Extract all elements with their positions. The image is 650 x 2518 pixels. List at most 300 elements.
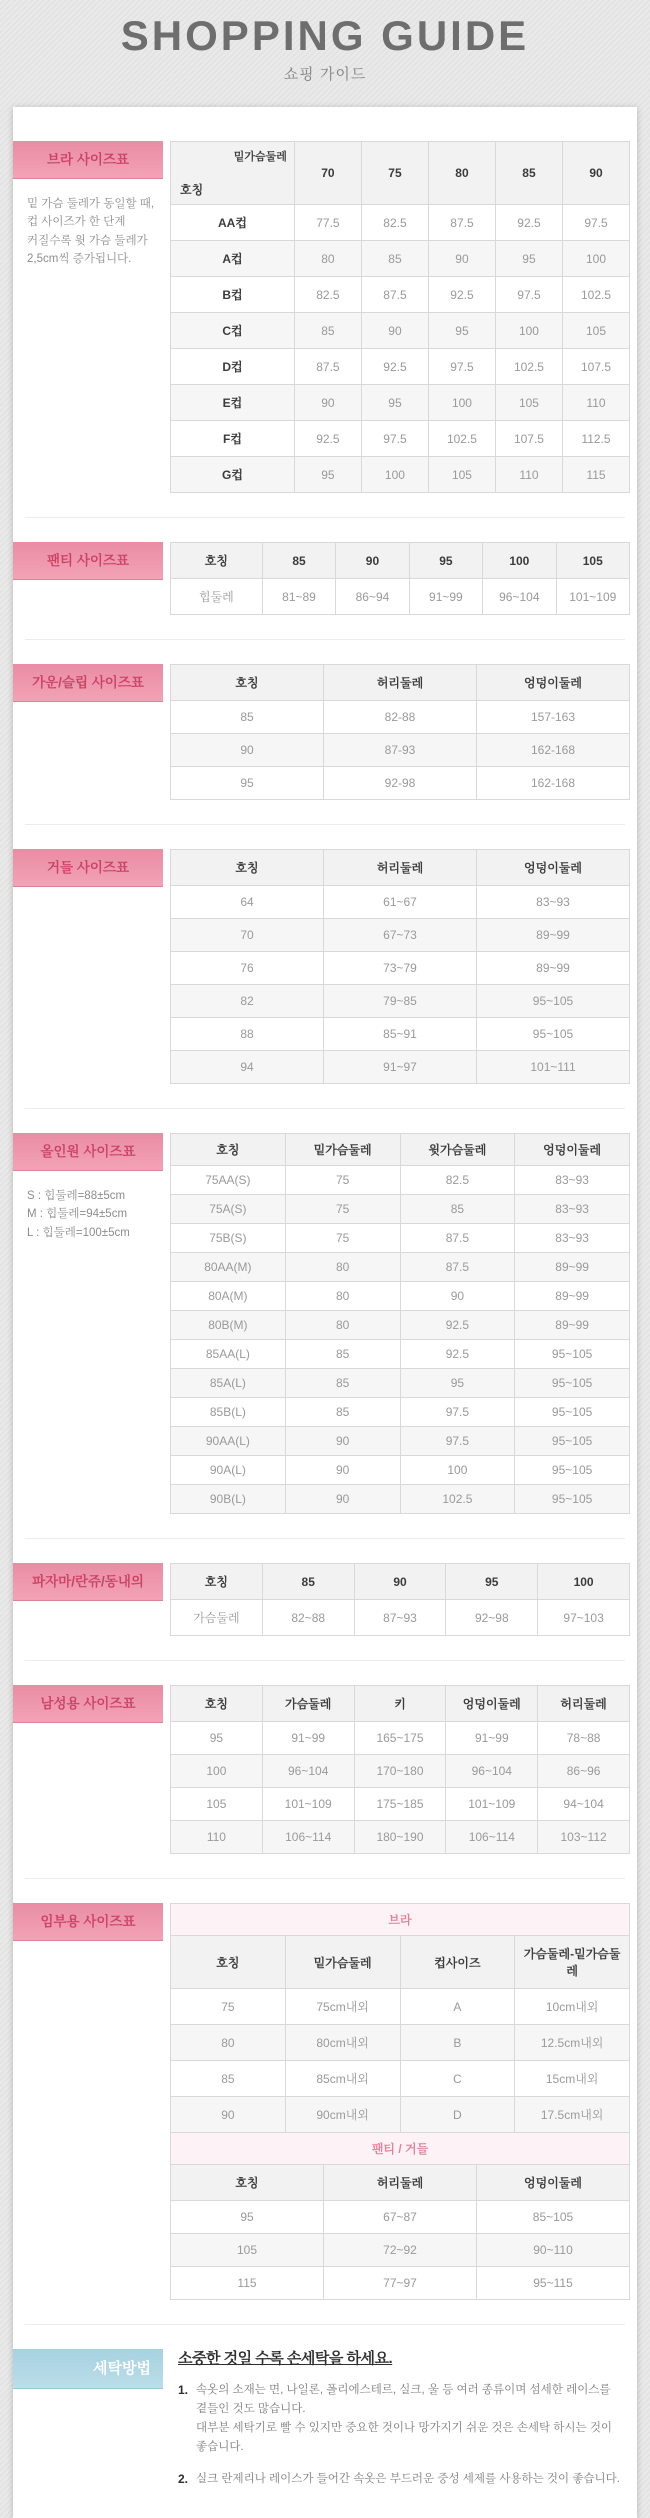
table-cell: 83~93 [515, 1195, 630, 1224]
table-header-cell: 100 [538, 1564, 630, 1600]
table-row [171, 349, 630, 385]
table-cell: 80 [285, 1282, 400, 1311]
table-cell: 110 [562, 385, 629, 421]
table-cell: 75 [285, 1166, 400, 1195]
table-cell: 102.5 [428, 421, 495, 457]
table-cell: 100 [361, 457, 428, 493]
size-table [170, 1935, 630, 2133]
table-row [171, 1369, 630, 1398]
table-row [171, 313, 630, 349]
content-panel [13, 107, 637, 2518]
size-table-wrap [170, 1133, 630, 1514]
table-cell: 102.5 [400, 1485, 515, 1514]
table-header-cell: 호칭 [171, 1564, 263, 1600]
table-cell: 83~93 [477, 886, 630, 919]
diagonal-header-top: 밑가슴둘레 [233, 151, 287, 163]
size-table-wrap [170, 1563, 630, 1636]
size-table-wrap [170, 849, 630, 1084]
section-bra [13, 141, 637, 493]
table-header-cell: 85 [262, 543, 335, 579]
table-cell: 101~109 [262, 1788, 354, 1821]
diagonal-header-bottom: 호칭 [180, 183, 204, 197]
table-cell: 100 [562, 241, 629, 277]
table-cell: 73~79 [324, 952, 477, 985]
table-row [171, 2061, 630, 2097]
table-header-cell: 윗가슴둘레 [400, 1134, 515, 1166]
table-cell: 96~104 [446, 1755, 538, 1788]
table-cell: 162-168 [477, 767, 630, 800]
table-cell: 80AA(M) [171, 1253, 286, 1282]
table-cell: 89~99 [477, 919, 630, 952]
section-divider [25, 1660, 625, 1661]
table-cell: 85 [361, 241, 428, 277]
table-header-cell: 90 [562, 142, 629, 205]
table-cell: 115 [562, 457, 629, 493]
table-row [171, 734, 630, 767]
table-cell: C [400, 2061, 515, 2097]
table-row [171, 2201, 630, 2234]
section-divider [25, 517, 625, 518]
table-cell: 96~104 [262, 1755, 354, 1788]
table-cell: 87.5 [294, 349, 361, 385]
table-row [171, 952, 630, 985]
table-cell: 92.5 [400, 1311, 515, 1340]
table-cell: 90 [285, 1427, 400, 1456]
section-divider [25, 2324, 625, 2325]
table-cell: 180~190 [354, 1821, 446, 1854]
table-cell: 105 [171, 1788, 263, 1821]
table-cell: 89~99 [515, 1253, 630, 1282]
table-header-cell: 키 [354, 1686, 446, 1722]
table-cell: 85 [294, 313, 361, 349]
section-table-area [170, 1563, 630, 1636]
table-header-cell: 허리둘레 [324, 665, 477, 701]
table-cell: 90 [285, 1456, 400, 1485]
table-header-cell: 호칭 [171, 665, 324, 701]
table-header-cell: 허리둘레 [538, 1686, 630, 1722]
section-label: 파자마/란쥬/동내의 [13, 1563, 163, 1601]
table-header-cell: 호칭 [171, 1936, 286, 1989]
table-cell: 95~105 [515, 1427, 630, 1456]
table-cell: 91~99 [262, 1722, 354, 1755]
table-cell: 97.5 [428, 349, 495, 385]
size-table [170, 1563, 630, 1636]
table-cell: 95~115 [477, 2267, 630, 2300]
table-cell: 85B(L) [171, 1398, 286, 1427]
table-cell: 105 [495, 385, 562, 421]
table-header-cell: 105 [556, 543, 629, 579]
subtable-title: 브라 [170, 1903, 630, 1936]
section-maternity [13, 1903, 637, 2300]
table-cell: 97.5 [400, 1398, 515, 1427]
table-cell: 90 [361, 313, 428, 349]
table-cell: 70 [171, 919, 324, 952]
table-row [171, 277, 630, 313]
table-header-cell: 호칭 [171, 1134, 286, 1166]
table-cell: 85~91 [324, 1018, 477, 1051]
table-row [171, 1253, 630, 1282]
size-table-wrap [170, 141, 630, 493]
table-row [171, 457, 630, 493]
table-row [171, 1195, 630, 1224]
table-header-cell: 75 [361, 142, 428, 205]
table-row [171, 886, 630, 919]
table-cell: 90A(L) [171, 1456, 286, 1485]
table-cell: 107.5 [495, 421, 562, 457]
table-header-cell: 호칭 [171, 850, 324, 886]
table-cell: 78~88 [538, 1722, 630, 1755]
section-all-in-one [13, 1133, 637, 1514]
table-row [171, 985, 630, 1018]
table-cell: 92.5 [428, 277, 495, 313]
table-cell: A컵 [171, 241, 295, 277]
table-cell: 87.5 [361, 277, 428, 313]
table-cell: 102.5 [562, 277, 629, 313]
table-cell: 92.5 [495, 205, 562, 241]
washing-item-text: 속옷의 소재는 면, 나일론, 폴리에스테르, 실크, 울 등 여러 종류이며 섬세한 레이스를 곁들인 것도 많습니다. 대부분 세탁기로 빨 수 있지만 중요한 것이나 망가지기 쉬운 것은 손세탁 하시는 것이 좋습니다. [196, 2384, 613, 2453]
table-cell: 97.5 [400, 1427, 515, 1456]
table-cell: AA컵 [171, 205, 295, 241]
table-header-cell: 호칭 [171, 2165, 324, 2201]
table-cell: 110 [495, 457, 562, 493]
table-row [171, 1722, 630, 1755]
section-gown-slip [13, 664, 637, 800]
table-cell: 90AA(L) [171, 1427, 286, 1456]
table-cell: 100 [400, 1456, 515, 1485]
table-cell: 85~105 [477, 2201, 630, 2234]
table-cell: 힙둘레 [171, 579, 263, 615]
table-row [171, 1224, 630, 1253]
sections [13, 141, 637, 2325]
table-row [171, 579, 630, 615]
section-label: 남성용 사이즈표 [13, 1685, 163, 1723]
size-table [170, 2164, 630, 2300]
table-row [171, 919, 630, 952]
table-cell: 87.5 [400, 1253, 515, 1282]
section-table-area [170, 664, 630, 800]
section-label-column [13, 1133, 170, 1242]
page-subtitle: 쇼핑 가이드 [283, 66, 367, 83]
section-label-column [13, 849, 170, 887]
table-header-cell: 엉덩이둘레 [477, 850, 630, 886]
table-header-cell: 85 [495, 142, 562, 205]
table-cell: 95~105 [515, 1485, 630, 1514]
section-label-column [13, 1563, 170, 1601]
table-cell: 80 [171, 2025, 286, 2061]
table-cell: 61~67 [324, 886, 477, 919]
table-cell: 75A(S) [171, 1195, 286, 1224]
subtable-title: 팬티 / 거들 [170, 2132, 630, 2165]
table-cell: 95 [171, 1722, 263, 1755]
page-header [0, 0, 650, 107]
table-cell: 12.5cm내외 [515, 2025, 630, 2061]
table-header-cell: 엉덩이둘레 [515, 1134, 630, 1166]
table-cell: 80 [285, 1253, 400, 1282]
table-cell: 가슴둘레 [171, 1600, 263, 1636]
table-cell: D컵 [171, 349, 295, 385]
table-cell: 90 [294, 385, 361, 421]
section-divider [25, 639, 625, 640]
section-pajama [13, 1563, 637, 1636]
table-cell: 94~104 [538, 1788, 630, 1821]
table-row [171, 2097, 630, 2133]
table-cell: G컵 [171, 457, 295, 493]
table-row [171, 1989, 630, 2025]
table-row [171, 1282, 630, 1311]
table-cell: 105 [171, 2234, 324, 2267]
section-label-column [13, 1903, 170, 1941]
table-cell: 85 [285, 1369, 400, 1398]
table-cell: 85cm내외 [285, 2061, 400, 2097]
table-cell: 87-93 [324, 734, 477, 767]
table-cell: 85A(L) [171, 1369, 286, 1398]
table-cell: 85AA(L) [171, 1340, 286, 1369]
table-cell: D [400, 2097, 515, 2133]
table-cell: 81~89 [262, 579, 335, 615]
table-cell: 86~96 [538, 1755, 630, 1788]
table-cell: 97.5 [495, 277, 562, 313]
table-row [171, 1311, 630, 1340]
table-header-cell: 가슴둘레-밑가슴둘레 [515, 1936, 630, 1989]
section-washing [13, 2349, 637, 2490]
table-cell: 76 [171, 952, 324, 985]
table-cell: 101~109 [556, 579, 629, 615]
table-cell: F컵 [171, 421, 295, 457]
table-cell: 91~99 [446, 1722, 538, 1755]
table-cell: 90 [428, 241, 495, 277]
size-table-wrap [170, 1685, 630, 1854]
table-row [171, 767, 630, 800]
section-label: 임부용 사이즈표 [13, 1903, 163, 1941]
washing-label: 세탁방법 [13, 2349, 163, 2389]
table-cell: 92.5 [294, 421, 361, 457]
table-cell: 83~93 [515, 1224, 630, 1253]
table-cell: 85 [400, 1195, 515, 1224]
table-cell: 87.5 [400, 1224, 515, 1253]
table-cell: 87.5 [428, 205, 495, 241]
washing-item-number: 2. [178, 2471, 189, 2486]
table-cell: 165~175 [354, 1722, 446, 1755]
table-cell: 94 [171, 1051, 324, 1084]
table-cell: 17.5cm내외 [515, 2097, 630, 2133]
table-cell: 101~109 [446, 1788, 538, 1821]
table-cell: 82-88 [324, 701, 477, 734]
table-cell: 95 [361, 385, 428, 421]
table-header-cell: 허리둘레 [324, 850, 477, 886]
size-table-wrap [170, 1903, 630, 2133]
table-row [171, 2267, 630, 2300]
section-label: 거들 사이즈표 [13, 849, 163, 887]
table-row [171, 1051, 630, 1084]
table-row [171, 1427, 630, 1456]
section-divider [25, 1108, 625, 1109]
section-label-column [13, 542, 170, 580]
table-cell: 95 [400, 1369, 515, 1398]
size-table [170, 542, 630, 615]
table-cell: 15cm내외 [515, 2061, 630, 2097]
table-cell: 95 [495, 241, 562, 277]
table-row [171, 1788, 630, 1821]
table-header-cell: 엉덩이둘레 [446, 1686, 538, 1722]
section-label: 팬티 사이즈표 [13, 542, 163, 580]
table-cell: 87~93 [354, 1600, 446, 1636]
table-cell: 67~73 [324, 919, 477, 952]
table-cell: 175~185 [354, 1788, 446, 1821]
table-row [171, 1755, 630, 1788]
section-label-column [13, 1685, 170, 1723]
table-cell: 106~114 [446, 1821, 538, 1854]
table-row [171, 2025, 630, 2061]
table-header-cell: 90 [336, 543, 409, 579]
table-header-cell: 100 [483, 543, 556, 579]
table-cell: 10cm내외 [515, 1989, 630, 2025]
section-girdle [13, 849, 637, 1084]
table-cell: 90 [400, 1282, 515, 1311]
table-header-cell: 엉덩이둘레 [477, 2165, 630, 2201]
table-cell: 72~92 [324, 2234, 477, 2267]
table-cell: 80cm내외 [285, 2025, 400, 2061]
table-cell: 103~112 [538, 1821, 630, 1854]
table-cell: 95~105 [515, 1340, 630, 1369]
table-row [171, 1821, 630, 1854]
size-table [170, 849, 630, 1084]
table-cell: 77~97 [324, 2267, 477, 2300]
table-row [171, 205, 630, 241]
table-cell: B [400, 2025, 515, 2061]
table-cell: 115 [171, 2267, 324, 2300]
table-cell: 89~99 [477, 952, 630, 985]
section-note: 밑 가슴 둘레가 동일할 때, 컵 사이즈가 한 단계 커질수록 윗 가슴 둘레가 2,5cm씩 증가됩니다. [27, 198, 155, 266]
section-table-area [170, 141, 630, 493]
table-cell: 85 [171, 701, 324, 734]
table-cell: 77.5 [294, 205, 361, 241]
table-cell: 97.5 [361, 421, 428, 457]
table-cell: 82 [171, 985, 324, 1018]
table-cell: 85 [285, 1340, 400, 1369]
table-header-cell: 컵사이즈 [400, 1936, 515, 1989]
table-cell: 90B(L) [171, 1485, 286, 1514]
table-cell: 75 [171, 1989, 286, 2025]
table-header-cell: 호칭 [171, 543, 263, 579]
washing-title: 소중한 것일 수록 손세탁을 하세요. [178, 2350, 393, 2367]
section-label: 올인원 사이즈표 [13, 1133, 163, 1171]
size-table-wrap [170, 2132, 630, 2300]
section-divider [25, 1538, 625, 1539]
table-cell: 75B(S) [171, 1224, 286, 1253]
section-table-area [170, 1685, 630, 1854]
page-title: SHOPPING GUIDE [120, 12, 530, 59]
table-cell: 80B(M) [171, 1311, 286, 1340]
table-cell: 95~105 [515, 1456, 630, 1485]
section-note: S : 힙둘레=88±5cm M : 힙둘레=94±5cm L : 힙둘레=100±5cm [27, 1190, 130, 1239]
table-cell: 110 [171, 1821, 263, 1854]
table-cell: 100 [428, 385, 495, 421]
table-cell: 83~93 [515, 1166, 630, 1195]
table-cell: 92.5 [361, 349, 428, 385]
table-cell: 82.5 [361, 205, 428, 241]
table-cell: 95 [171, 2201, 324, 2234]
table-cell: 97~103 [538, 1600, 630, 1636]
table-row [171, 241, 630, 277]
diagonal-header-cell [171, 142, 295, 205]
table-header-cell: 엉덩이둘레 [477, 665, 630, 701]
table-cell: 107.5 [562, 349, 629, 385]
table-cell: 101~111 [477, 1051, 630, 1084]
table-cell: 95 [294, 457, 361, 493]
table-row [171, 1166, 630, 1195]
table-cell: A [400, 1989, 515, 2025]
table-cell: 106~114 [262, 1821, 354, 1854]
table-cell: 90 [171, 2097, 286, 2133]
size-table-wrap [170, 664, 630, 800]
table-cell: 92~98 [446, 1600, 538, 1636]
table-cell: 157-163 [477, 701, 630, 734]
table-row [171, 1600, 630, 1636]
table-row [171, 1398, 630, 1427]
section-table-area [170, 849, 630, 1084]
table-row [171, 2234, 630, 2267]
table-cell: 82~88 [262, 1600, 354, 1636]
size-table [170, 1133, 630, 1514]
table-cell: 82.5 [400, 1166, 515, 1195]
table-cell: 80 [285, 1311, 400, 1340]
table-cell: 95 [171, 767, 324, 800]
table-cell: 75 [285, 1195, 400, 1224]
section-divider [25, 824, 625, 825]
table-header-cell: 밑가슴둘레 [285, 1134, 400, 1166]
table-row [171, 1018, 630, 1051]
washing-item-number: 1. [178, 2383, 189, 2397]
table-cell: 67~87 [324, 2201, 477, 2234]
size-table [170, 141, 630, 493]
table-cell: 86~94 [336, 579, 409, 615]
table-cell: 89~99 [515, 1311, 630, 1340]
table-row [171, 421, 630, 457]
table-cell: 80 [294, 241, 361, 277]
size-table [170, 664, 630, 800]
table-cell: 75AA(S) [171, 1166, 286, 1195]
table-header-cell: 90 [354, 1564, 446, 1600]
table-cell: 75 [285, 1224, 400, 1253]
washing-item-text: 실크 란제리나 레이스가 들어간 속옷은 부드러운 중성 세제를 사용하는 것이 좋습니다. [196, 2472, 620, 2485]
table-header-cell: 허리둘레 [324, 2165, 477, 2201]
table-cell: 75cm내외 [285, 1989, 400, 2025]
table-cell: 100 [171, 1755, 263, 1788]
table-cell: 91~97 [324, 1051, 477, 1084]
table-cell: 96~104 [483, 579, 556, 615]
table-row [171, 1340, 630, 1369]
table-header-cell: 95 [409, 543, 482, 579]
table-row [171, 385, 630, 421]
size-table-wrap [170, 542, 630, 615]
section-label: 브라 사이즈표 [13, 141, 163, 179]
washing-items [178, 2381, 623, 2490]
table-cell: 97.5 [562, 205, 629, 241]
section-mens [13, 1685, 637, 1854]
table-cell: 90 [171, 734, 324, 767]
table-cell: 92-98 [324, 767, 477, 800]
section-label: 가운/슬립 사이즈표 [13, 664, 163, 702]
table-header-cell: 호칭 [171, 1686, 263, 1722]
table-cell: B컵 [171, 277, 295, 313]
section-label-column [13, 141, 170, 269]
table-cell: 112.5 [562, 421, 629, 457]
section-table-area [170, 1133, 630, 1514]
table-cell: 80A(M) [171, 1282, 286, 1311]
table-cell: 82.5 [294, 277, 361, 313]
table-header-cell: 95 [446, 1564, 538, 1600]
table-cell: 105 [562, 313, 629, 349]
